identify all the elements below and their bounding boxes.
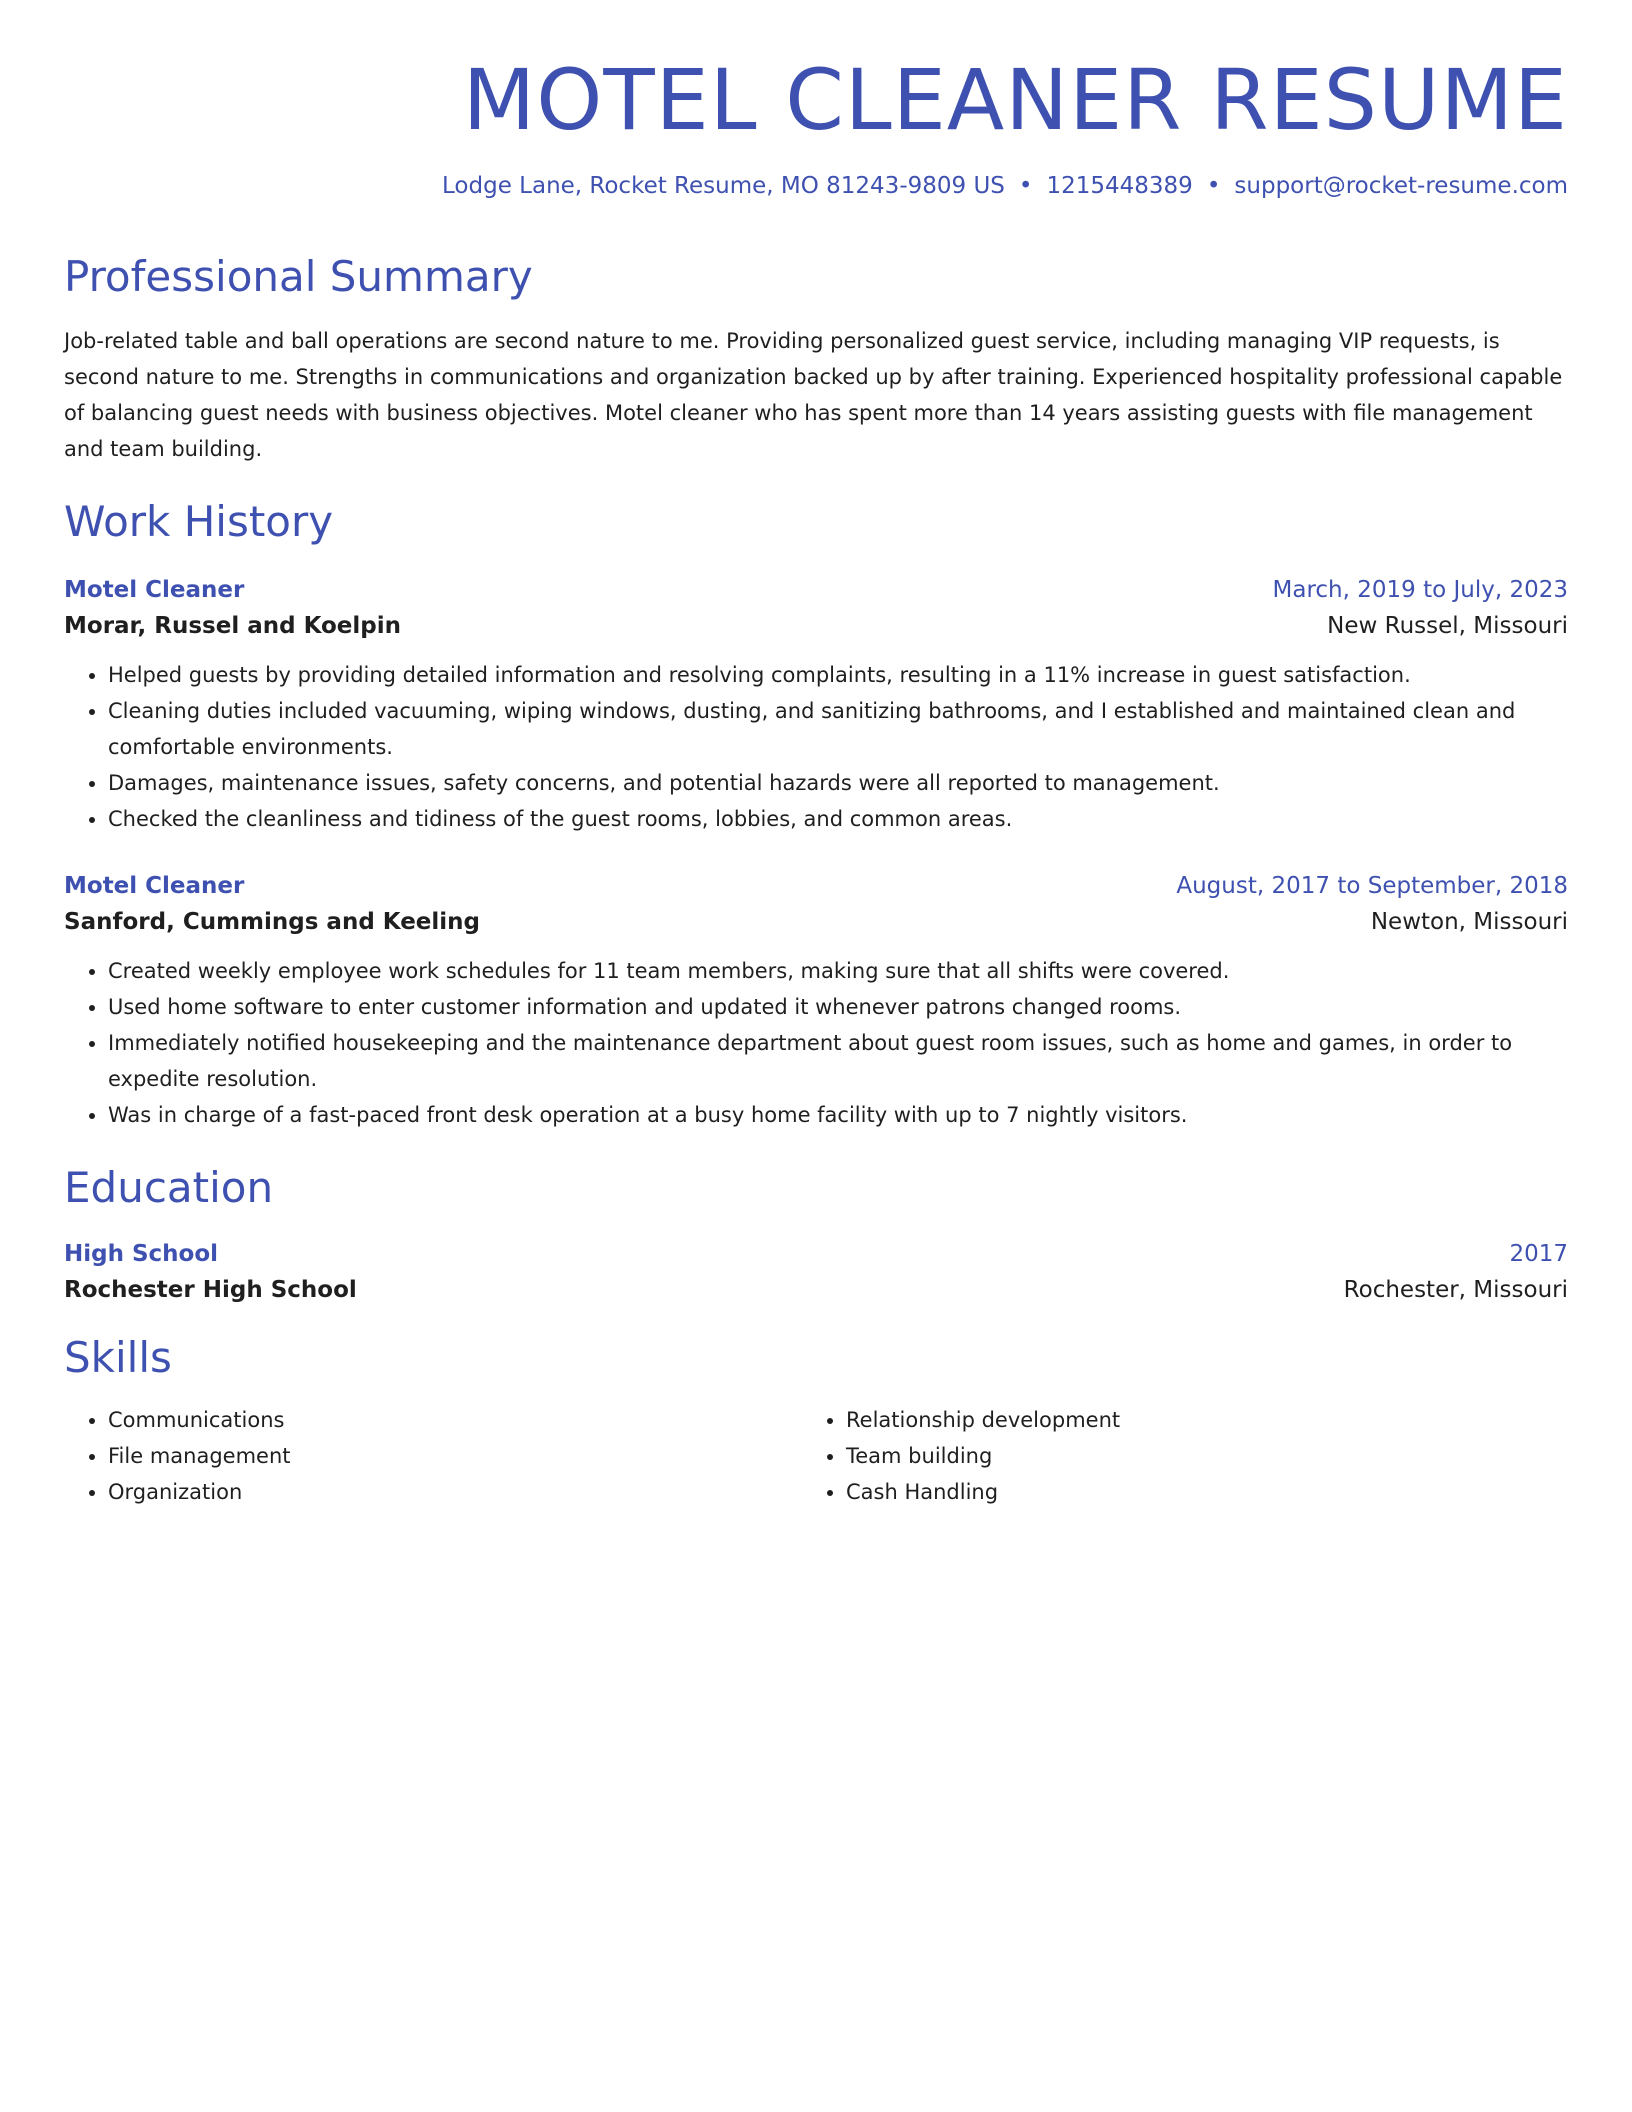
skill-item: • Organization (108, 1474, 802, 1510)
skills-grid (64, 1402, 1568, 1510)
contact-line (64, 172, 1568, 202)
summary-heading: Professional Summary (64, 252, 533, 302)
job-bullet-list (64, 953, 1568, 1133)
job-bullet: • Created weekly employee work schedules for 11 team members, making sure that all shifts were covered. (108, 953, 1568, 989)
job-header-row (64, 873, 1568, 899)
job-entry (64, 873, 1568, 1133)
education-school-row (64, 1277, 1568, 1303)
education-degree: High School (64, 1241, 219, 1268)
education-year: 2017 (1509, 1241, 1568, 1268)
education-header-row (64, 1241, 1568, 1267)
education-entry (64, 1241, 1568, 1303)
job-employer: Sanford, Cummings and Keeling (64, 909, 481, 936)
job-location: Newton, Missouri (1370, 909, 1568, 936)
education-heading: Education (64, 1163, 274, 1213)
job-location: New Russel, Missouri (1327, 613, 1568, 640)
job-bullet-list (64, 657, 1568, 837)
skills-column-left (64, 1402, 802, 1510)
skills-column-right (802, 1402, 1540, 1510)
contact-separator: • (1206, 173, 1221, 200)
job-employer-row (64, 613, 1568, 639)
resume-title: MOTEL CLEANER RESUME (462, 51, 1568, 149)
job-entry (64, 577, 1568, 837)
job-header-row (64, 577, 1568, 603)
contact-email: support@rocket-resume.com (1234, 173, 1568, 200)
skills-list (64, 1402, 802, 1510)
skill-item: • Team building (846, 1438, 1540, 1474)
skills-heading: Skills (64, 1333, 172, 1383)
education-school: Rochester High School (64, 1277, 357, 1304)
work-history-heading: Work History (64, 496, 334, 546)
job-bullet: • Helped guests by providing detailed information and resolving complaints, resulting in a 11% increase in guest satisfaction. (108, 657, 1568, 693)
skill-item: • Communications (108, 1402, 802, 1438)
job-bullet: • Used home software to enter customer information and updated it whenever patrons changed rooms. (108, 989, 1568, 1025)
job-employer-row (64, 909, 1568, 935)
job-bullet: • Cleaning duties included vacuuming, wiping windows, dusting, and sanitizing bathrooms, and I established and maintained clean and comfortable environments. (108, 693, 1568, 765)
job-title: Motel Cleaner (64, 873, 245, 900)
job-bullet: • Was in charge of a fast-paced front desk operation at a busy home facility with up to 7 nightly visitors. (108, 1097, 1568, 1133)
job-bullet: • Checked the cleanliness and tidiness of the guest rooms, lobbies, and common areas. (108, 801, 1568, 837)
skill-item: • Relationship development (846, 1402, 1540, 1438)
contact-separator: • (1018, 173, 1033, 200)
job-title: Motel Cleaner (64, 577, 245, 604)
summary-text: Job-related table and ball operations are second nature to me. Providing personalized guest service, including managing VIP requests, is second nature to me. Strengths in communications and organization backed up by after training. Experienced hospitality professional capable of balancing guest needs with business objectives. Motel cleaner who has spent more than 14 years assisting guests with file management and team building. (64, 328, 1563, 461)
skills-list (802, 1402, 1540, 1510)
job-employer: Morar, Russel and Koelpin (64, 613, 402, 640)
job-dates: August, 2017 to September, 2018 (1176, 873, 1568, 900)
job-dates: March, 2019 to July, 2023 (1272, 577, 1568, 604)
education-location: Rochester, Missouri (1343, 1277, 1568, 1304)
contact-phone: 1215448389 (1046, 173, 1193, 200)
skill-item: • Cash Handling (846, 1474, 1540, 1510)
job-bullet: • Immediately notified housekeeping and the maintenance department about guest room issues, such as home and games, in order to expedite resolution. (108, 1025, 1568, 1097)
skill-item: • File management (108, 1438, 802, 1474)
job-bullet: • Damages, maintenance issues, safety concerns, and potential hazards were all reported to management. (108, 765, 1568, 801)
contact-address: Lodge Lane, Rocket Resume, MO 81243-9809 US (442, 173, 1005, 200)
